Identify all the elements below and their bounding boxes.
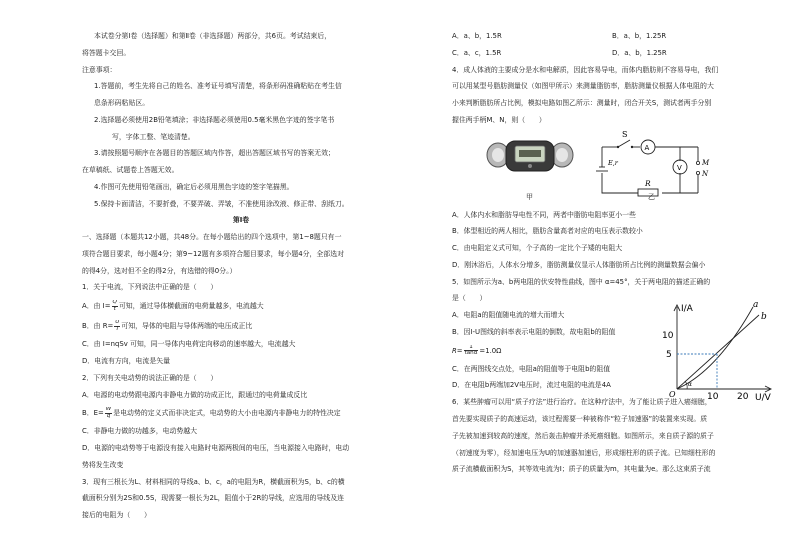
question-6-line: 质子流横截面积为S，其等效电流为I；质子的质量为m，其电量为e。那么这束质子流 xyxy=(452,465,711,474)
question-3-option-d: D．a、b，1.25R xyxy=(612,48,667,57)
option-a-prefix: A．由 I= xyxy=(82,302,111,311)
formula-prefix: R= xyxy=(452,346,463,355)
denominator: t xyxy=(113,305,116,312)
question-4-line: 小来判断脂肪所占比例，模拟电路如图乙所示：测量时，闭合开关S，测试者两手分别 xyxy=(452,99,712,108)
question-2-option-c: C．非静电力做的功越多，电动势越大 xyxy=(82,427,198,436)
denominator: tanα xyxy=(464,350,478,357)
question-5-option-d: D．在电阻b两端加2V电压时，流过电阻的电流是4A xyxy=(452,381,611,390)
question-4-line: 可以用某型号脂肪测量仪（如图甲所示）来测量脂肪率，脂肪测量仪根据人体电阻的大 xyxy=(452,82,714,91)
voltmeter-label: V xyxy=(677,163,682,172)
part-title: 第Ⅰ卷 xyxy=(232,216,250,225)
question-1-stem: 1．关于电流，下列说法中正确的是（ ） xyxy=(82,283,218,292)
x-tick-label: 20 xyxy=(737,392,749,402)
notice-line: 本试卷分第Ⅰ卷（选择题）和第Ⅱ卷（非选择题）两部分，共6页。考试结束后， xyxy=(94,32,332,40)
question-6-line: 首先要实现质子的高速运动，该过程需要一种被称作“粒子加速器”的装置来实现。质 xyxy=(452,415,708,423)
denominator: I xyxy=(116,325,119,332)
question-5-line: 5．如图所示为a、b两电阻的伏安特性曲线，图中 α=45°，关于两电阻的描述正确的 xyxy=(452,277,711,286)
formula-result: =1.0Ω xyxy=(479,346,502,355)
question-1-option-d: D．电流有方向，电流是矢量 xyxy=(82,356,170,365)
option-a-text: 可知，通过导体横截面的电荷量越多，电流越大 xyxy=(118,302,264,311)
section-line: 一、选择题（本题共12小题，共48分。在每小题给出的四个选项中，第1~8题只有一 xyxy=(82,233,342,242)
question-3-line: 3．现有三根长为L、材料相同的导线a、b、c，a的电阻为R，横截面积为S，b、c的横 xyxy=(82,477,345,486)
terminal-m-label: M xyxy=(702,158,710,167)
angle-label: α xyxy=(688,381,693,389)
notice-line: 4.作图可先使用铅笔画出，确定后必须用黑色字迹的签字笔描黑。 xyxy=(94,182,294,191)
section-line: 项符合题目要求，每小题4分；第9~12题有多项符合题目要求，每小题4分，全部选对 xyxy=(82,249,344,258)
question-3-option-c: C．a、c，1.5R xyxy=(452,48,502,57)
left-column xyxy=(82,32,400,528)
question-5-option-a: A．电阻a的阻值随电流的增大而增大 xyxy=(452,311,565,320)
circuit-diagram xyxy=(592,127,712,203)
switch-label: S xyxy=(622,129,628,139)
figure-yi-caption: 乙 xyxy=(648,192,655,201)
curve-a-label: a xyxy=(753,301,759,311)
right-column xyxy=(452,32,776,482)
terminal-n-label: N xyxy=(702,169,709,178)
option-b-text: 是电动势的定义式而非决定式，电动势的大小由电源内非静电力的特性决定 xyxy=(113,409,341,418)
notice-heading: 注意事项： xyxy=(82,65,117,74)
question-1-option-a xyxy=(82,300,400,312)
y-tick-label: 5 xyxy=(666,350,672,361)
question-2-option-b xyxy=(82,407,400,419)
question-3-options-row xyxy=(452,49,776,58)
x-tick-label: 10 xyxy=(707,392,719,402)
question-4-figures xyxy=(452,129,776,203)
question-6-line: （初速度为零），经加速电压为U的加速器加速后，形成细柱形的质子流。已知细柱形的 xyxy=(452,448,716,457)
question-6-line: 6．某些肿瘤可以用“质子疗法”进行治疗。在这种疗法中，为了能让质子进入癌细胞， xyxy=(452,398,712,407)
fat-meter-image xyxy=(484,133,576,195)
question-3-options-row xyxy=(452,32,776,41)
option-b-prefix: B．由 R= xyxy=(82,322,114,331)
question-2-option-a: A．电源的电动势跟电源内非静电力做的功成正比，跟通过的电荷量成反比 xyxy=(82,390,308,399)
figure-jia-caption: 甲 xyxy=(526,192,533,201)
y-axis-label: I/A xyxy=(681,304,693,315)
question-2-stem: 2．下列有关电动势的说法正确的是（ ） xyxy=(82,373,218,382)
question-3-line: 接后的电阻为（ ） xyxy=(82,511,151,520)
question-4-option-b: B．体型相近的两人相比，脂肪含量高者对应的电压表示数较小 xyxy=(452,227,643,236)
question-5-option-b: B．因I-U图线的斜率表示电阻的倒数，故电阻b的阻值 xyxy=(452,327,616,336)
iu-graph xyxy=(657,301,777,401)
notice-line: 息条形码粘贴区。 xyxy=(94,99,150,108)
notice-line: 写，字体工整、笔迹清楚。 xyxy=(112,132,195,141)
denominator: q xyxy=(106,412,111,419)
option-b-prefix: B．E= xyxy=(82,409,104,418)
notice-line: 3.请按照题号顺序在各题目的答题区域内作答，超出答题区域书写的答案无效； xyxy=(94,149,335,158)
question-2-option-d-cont: 势将发生改变 xyxy=(82,460,124,469)
fraction xyxy=(105,407,113,419)
question-1-option-c: C．由 I=nqSv 可知，同一导体内电荷定向移动的速率越大，电流越大 xyxy=(82,340,296,349)
question-4-line: 4．成人体液的主要成分是水和电解质，因此容易导电，而体内脂肪则不容易导电，我们 xyxy=(452,65,719,74)
question-5-option-c: C．在两图线交点处，电阻a的阻值等于电阻b的阻值 xyxy=(452,364,611,373)
notice-line: 2.选择题必须使用2B铅笔填涂；非选择题必须使用0.5毫米黑色字迹的签字笔书 xyxy=(94,115,335,124)
notice-line: 将答题卡交回。 xyxy=(82,48,131,57)
fraction xyxy=(114,320,120,332)
question-4-option-c: C．由电阻定义式可知，个子高的一定比个子矮的电阻大 xyxy=(452,244,623,253)
y-tick-label: 10 xyxy=(662,331,674,342)
ammeter-label: A xyxy=(644,143,650,152)
notice-line: 1.答题前，考生先将自己的姓名、准考证号填写清楚，将条形码准确粘贴在考生信 xyxy=(94,82,342,91)
emf-label: E,r xyxy=(608,158,618,167)
notice-line: 在草稿纸、试题卷上答题无效。 xyxy=(82,166,179,175)
numerator: U xyxy=(115,320,120,326)
curve-b-label: b xyxy=(761,312,767,323)
fraction xyxy=(464,345,479,357)
resistor-label: R xyxy=(645,178,651,188)
question-4-option-a: A．人体内水和脂肪导电性不同，两者中脂肪电阻率更小一些 xyxy=(452,210,636,219)
question-3-line: 截面积分别为2S和0.5S，现需要一根长为2L，阻值小于2R的导线，应选用的导线及连 xyxy=(82,494,344,503)
question-4-option-d: D．刚沐浴后，人体水分增多，脂肪测量仪显示人体脂肪所占比例的测量数据会偏小 xyxy=(452,260,706,269)
section-line: 的得4分，选对但不全的得2分，有选错的得0分。） xyxy=(82,266,237,275)
origin-label: O xyxy=(669,390,676,400)
question-5-line: 是（ ） xyxy=(452,294,487,303)
question-3-option-a: A．a、b，1.5R xyxy=(452,32,502,40)
option-b-text: 可知，导体的电阻与导体两端的电压成正比 xyxy=(121,322,253,331)
question-5-options xyxy=(452,301,776,402)
numerator: W xyxy=(105,407,112,413)
x-axis-label: U/V xyxy=(755,393,771,402)
question-4-line: 握住两手柄M、N，则（ ） xyxy=(452,115,546,124)
numerator: 1 xyxy=(464,345,479,352)
question-2-option-d: D．电源的电动势等于电源没有接入电路时电源两极间的电压，当电源接入电路时，电动 xyxy=(82,444,350,453)
fraction xyxy=(112,300,118,312)
numerator: Q xyxy=(112,300,117,306)
question-3-option-b: B．a、b，1.25R xyxy=(612,32,667,40)
notice-line: 5.保持卡面清洁，不要折叠，不要弄破、弄皱，不准使用涂改液、修正带、刮纸刀。 xyxy=(94,199,349,208)
question-1-option-b xyxy=(82,320,400,332)
question-6-line: 子先被加速到较高的速度，然后轰击肿瘤并杀死癌细胞。如图所示，来自质子源的质子 xyxy=(452,431,714,440)
